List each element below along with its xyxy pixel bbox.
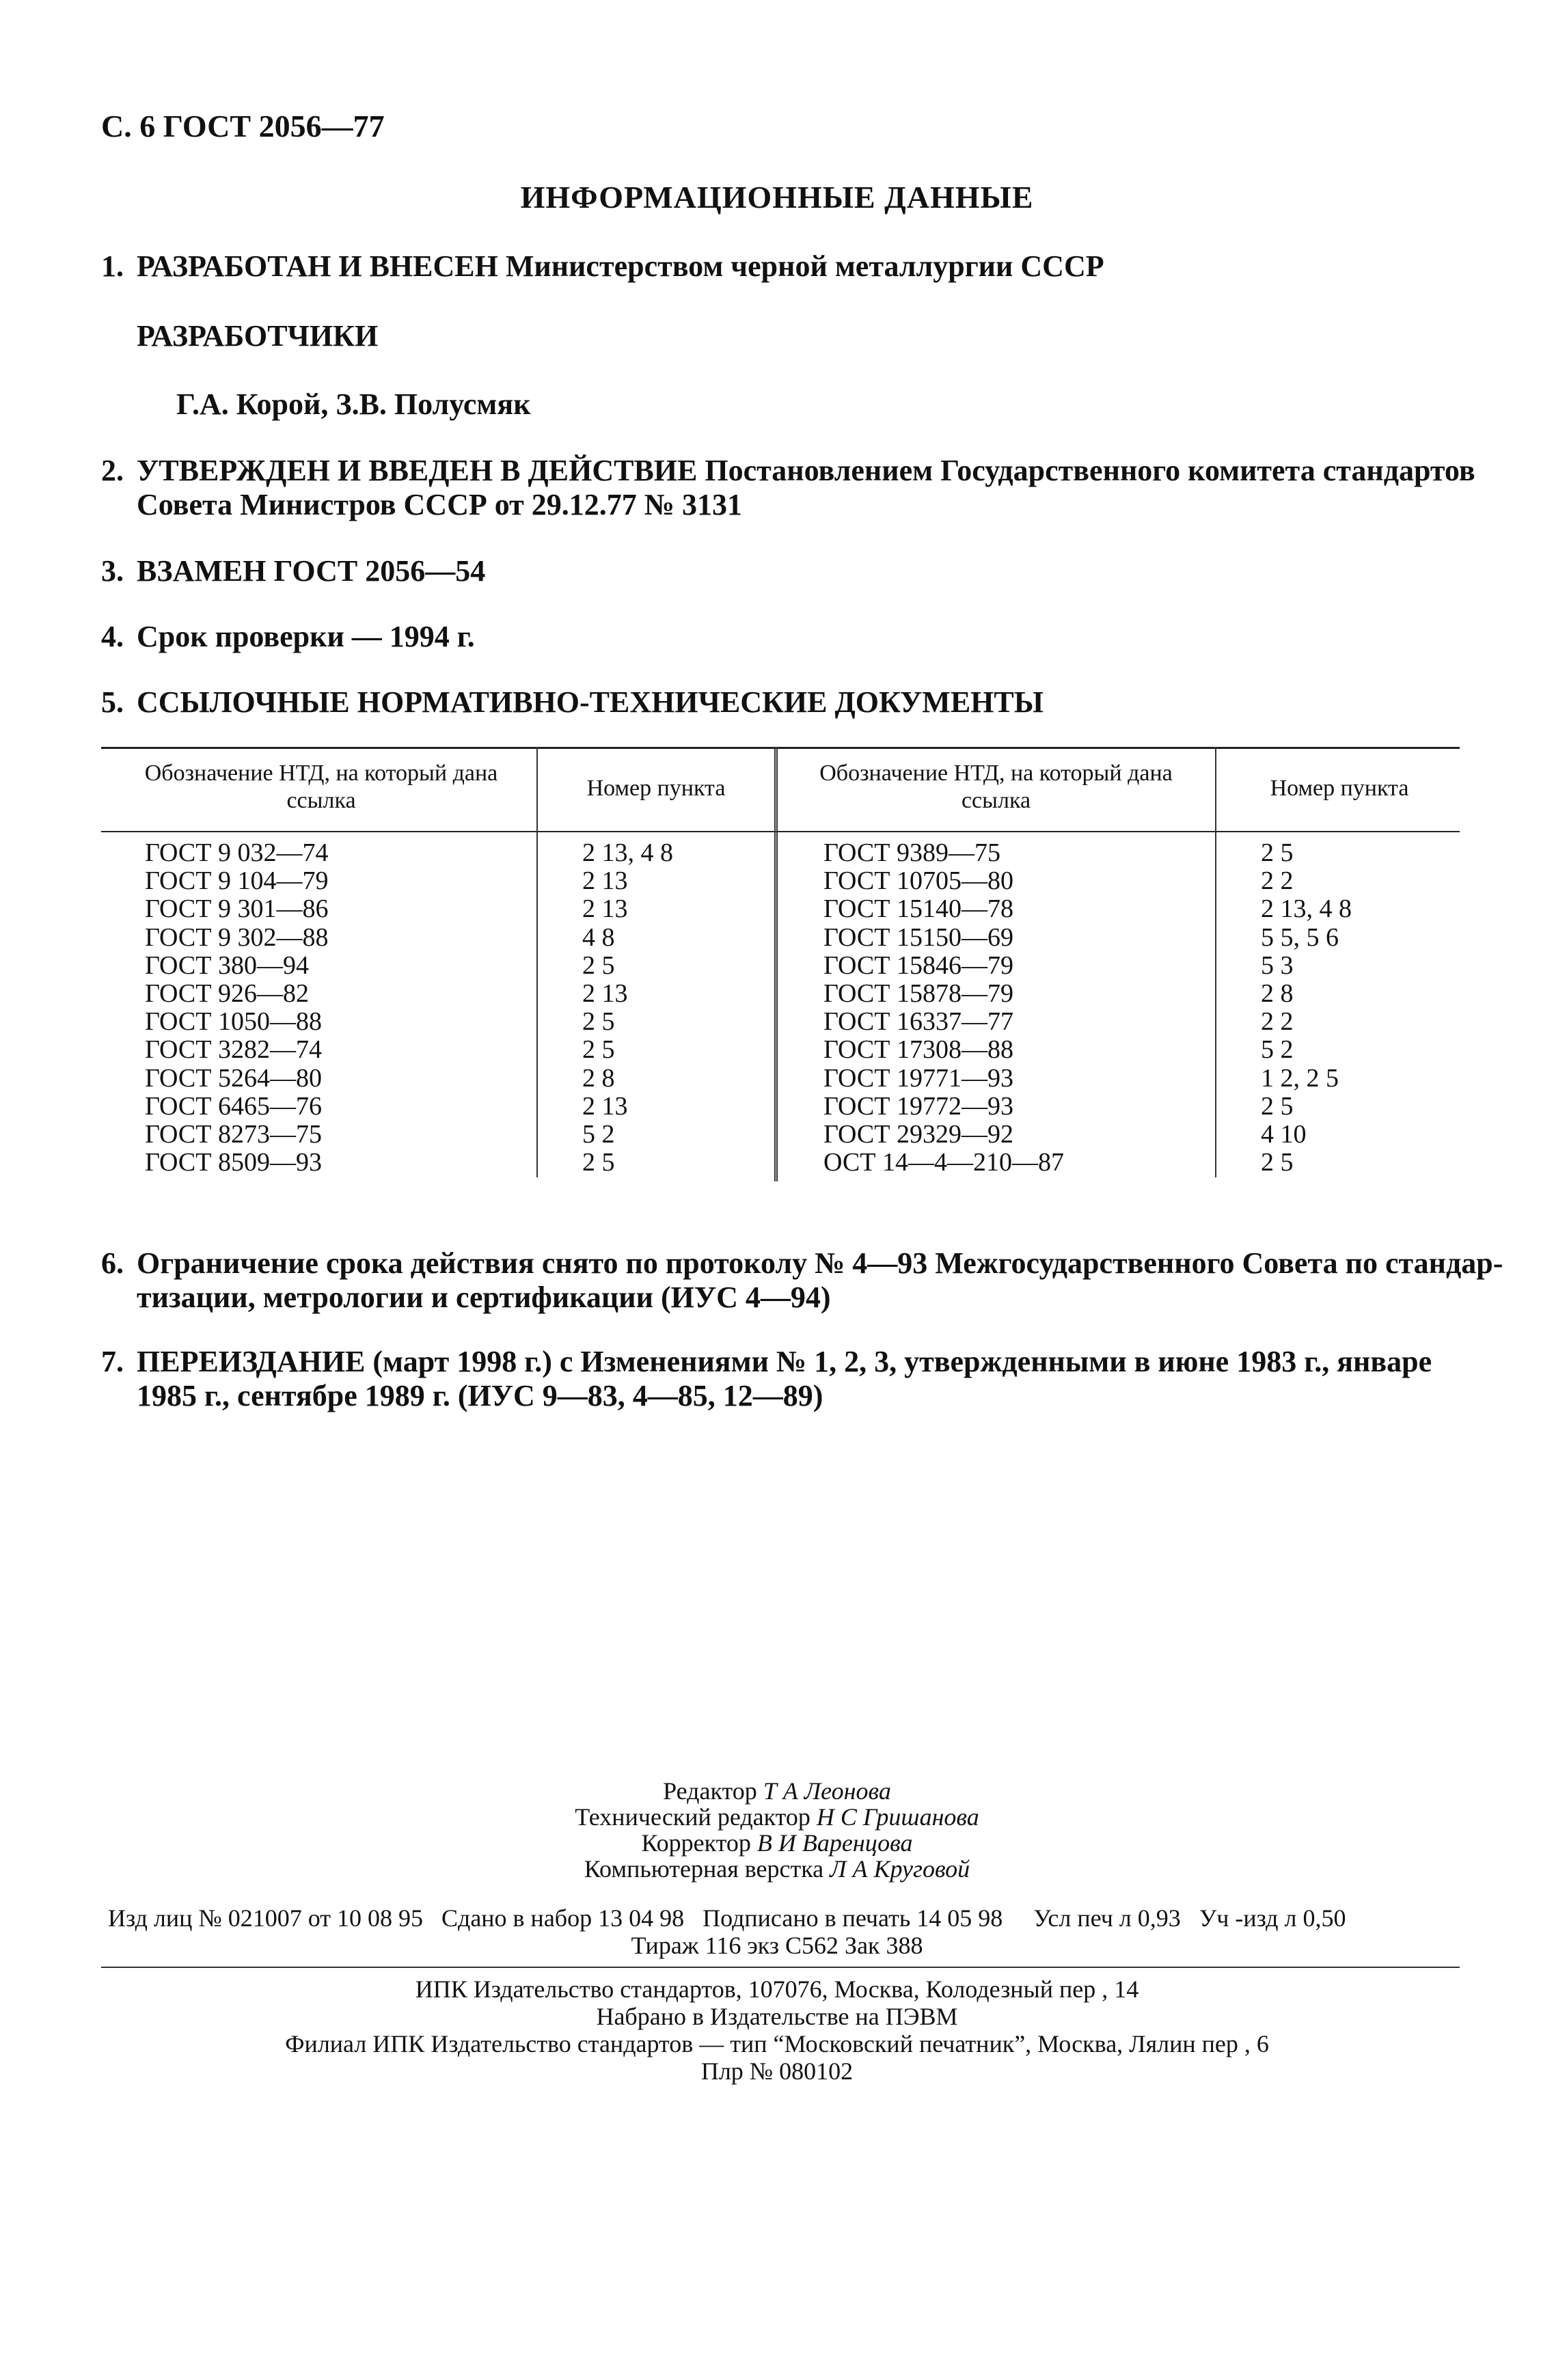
item-7 — [101, 1344, 1432, 1379]
credit-label: Компьютерная верстка — [584, 1855, 824, 1883]
credit-layout — [0, 1855, 1554, 1883]
item-lead: Срок проверки — 1994 г. — [137, 620, 475, 653]
item-4 — [101, 619, 475, 654]
item-2 — [101, 453, 1475, 488]
clause-number: 2 13 — [582, 894, 628, 924]
item-lead: ВЗАМЕН ГОСТ 2056—54 — [137, 554, 486, 588]
item-text: (март 1998 г.) с Изменениями № 1, 2, 3, утвержденными в июне 1983 г., январе — [372, 1345, 1432, 1378]
credit-tech-editor — [0, 1803, 1554, 1831]
item-number: 6. — [101, 1246, 124, 1280]
ntd-designation: ГОСТ 15846—79 — [823, 950, 1013, 980]
clause-number: 2 13, 4 8 — [582, 838, 673, 867]
column-header: Номер пункта — [1270, 776, 1409, 801]
clause-number: 2 5 — [1261, 838, 1294, 867]
ntd-designation: ГОСТ 10705—80 — [823, 866, 1013, 896]
credit-label: Технический редактор — [575, 1803, 810, 1831]
clause-number: 5 2 — [582, 1120, 615, 1149]
item-text: Постановлением Государственного комитета стандартов — [705, 454, 1475, 487]
ntd-designation: ГОСТ 15150—69 — [823, 922, 1013, 952]
credit-name: В И Варенцова — [756, 1829, 913, 1857]
ntd-designation: ГОСТ 15140—78 — [823, 894, 1013, 924]
ntd-designation: ГОСТ 8509—93 — [145, 1148, 322, 1177]
column-header: Обозначение НТД, на который дана ссылка — [144, 761, 498, 813]
clause-number: 2 8 — [1261, 979, 1294, 1008]
imprint-line-2: Тираж 116 экз С562 Зак 388 — [631, 1932, 923, 1959]
item-number: 4. — [101, 620, 124, 653]
ntd-designation: ГОСТ 3282—74 — [145, 1035, 322, 1065]
clause-number: 2 2 — [1261, 1007, 1294, 1037]
item-2-line-2: Совета Министров СССР от 29.12.77 № 3131 — [137, 488, 742, 521]
developers-names: Г.А. Корой, З.В. Полусмяк — [176, 387, 531, 421]
clause-number: 2 13 — [582, 866, 628, 896]
ntd-designation: ГОСТ 9389—75 — [823, 838, 1000, 867]
ntd-designation: ГОСТ 1050—88 — [145, 1007, 322, 1037]
clause-number: 5 3 — [1261, 950, 1294, 980]
clause-number: 2 5 — [582, 1148, 615, 1177]
table-divider — [536, 747, 538, 1177]
item-lead: УТВЕРЖДЕН И ВВЕДЕН В ДЕЙСТВИЕ — [137, 454, 698, 487]
credit-label: Корректор — [641, 1829, 751, 1857]
page-header: С. 6 ГОСТ 2056—77 — [101, 109, 385, 143]
publisher-line-4: Плр № 080102 — [700, 2057, 854, 2085]
column-header: Номер пункта — [586, 776, 726, 801]
ntd-designation: ГОСТ 6465—76 — [145, 1091, 322, 1121]
clause-number: 5 2 — [1261, 1035, 1294, 1065]
clause-number: 2 13 — [582, 1091, 628, 1121]
ntd-designation: ГОСТ 19772—93 — [823, 1091, 1013, 1121]
imprint-line-1: Изд лиц № 021007 от 10 08 95 Сдано в набор 13 04 98 Подписано в печать 14 05 98 Усл печ л 0,93 Уч -изд л 0,50 — [108, 1904, 1346, 1932]
credit-editor — [0, 1777, 1554, 1805]
item-text: Ограничение срока действия снято по протоколу № 4—93 Межгосударственного Совета по стандар- — [137, 1246, 1503, 1280]
ntd-designation: ГОСТ 9 301—86 — [145, 894, 329, 924]
ntd-designation: ГОСТ 15878—79 — [823, 979, 1013, 1008]
clause-number: 5 5, 5 6 — [1261, 922, 1339, 952]
table-header-rule — [101, 831, 1460, 832]
ntd-designation: ГОСТ 17308—88 — [823, 1035, 1013, 1065]
ntd-designation: ГОСТ 19771—93 — [823, 1063, 1013, 1093]
clause-number: 2 5 — [582, 1007, 615, 1037]
credit-name: Н С Гришанова — [816, 1803, 979, 1831]
credit-name: Л А Круговой — [830, 1855, 970, 1883]
section-title: ИНФОРМАЦИОННЫЕ ДАННЫЕ — [520, 180, 1034, 215]
ntd-designation: ОСТ 14—4—210—87 — [823, 1148, 1064, 1177]
ntd-designation: ГОСТ 9 032—74 — [145, 838, 329, 867]
item-6 — [101, 1246, 1503, 1281]
footer-rule — [101, 1967, 1460, 1968]
clause-number: 2 2 — [1261, 866, 1294, 896]
ntd-designation: ГОСТ 9 302—88 — [145, 922, 329, 952]
item-number: 7. — [101, 1345, 124, 1378]
item-7-line-2: 1985 г., сентябре 1989 г. (ИУС 9—83, 4—85, 12—89) — [137, 1379, 823, 1412]
clause-number: 2 13 — [582, 979, 628, 1008]
publisher-line-1: ИПК Издательство стандартов, 107076, Москва, Колодезный пер , 14 — [415, 1975, 1139, 2003]
item-6-line-2: тизации, метрологии и сертификации (ИУС 4—94) — [137, 1281, 831, 1314]
item-number: 5. — [101, 685, 124, 719]
item-number: 3. — [101, 554, 124, 588]
developers-label: РАЗРАБОТЧИКИ — [137, 319, 379, 353]
item-lead: ПЕРЕИЗДАНИЕ — [137, 1345, 366, 1378]
clause-number: 2 8 — [582, 1063, 615, 1093]
item-1 — [101, 249, 1104, 284]
item-lead: РАЗРАБОТАН И ВНЕСЕН — [137, 249, 498, 283]
ntd-designation: ГОСТ 380—94 — [145, 950, 309, 980]
item-5 — [101, 685, 1044, 720]
item-lead: ССЫЛОЧНЫЕ НОРМАТИВНО-ТЕХНИЧЕСКИЕ ДОКУМЕНТЫ — [137, 685, 1044, 719]
item-text: Министерством черной металлургии СССР — [505, 249, 1104, 283]
clause-number: 2 5 — [1261, 1148, 1294, 1177]
item-3 — [101, 553, 485, 588]
item-number: 2. — [101, 454, 124, 487]
column-header: Обозначение НТД, на который дана ссылка — [819, 761, 1173, 813]
clause-number: 1 2, 2 5 — [1261, 1063, 1339, 1093]
table-divider — [1215, 747, 1216, 1177]
clause-number: 4 10 — [1261, 1120, 1307, 1149]
item-number: 1. — [101, 249, 124, 283]
publisher-line-2: Набрано в Издательстве на ПЭВМ — [596, 2003, 958, 2030]
ntd-designation: ГОСТ 29329—92 — [823, 1120, 1013, 1149]
table-top-rule — [101, 747, 1460, 749]
ntd-designation: ГОСТ 9 104—79 — [145, 866, 329, 896]
clause-number: 2 5 — [582, 950, 615, 980]
ntd-designation: ГОСТ 5264—80 — [145, 1063, 322, 1093]
clause-number: 2 13, 4 8 — [1261, 894, 1352, 924]
ntd-designation: ГОСТ 16337—77 — [823, 1007, 1013, 1037]
publisher-line-3: Филиал ИПК Издательство стандартов — тип “Московский печатник”, Москва, Лялин пер , 6 — [285, 2030, 1269, 2057]
credit-corrector — [0, 1829, 1554, 1857]
ntd-designation: ГОСТ 926—82 — [145, 979, 309, 1008]
clause-number: 2 5 — [582, 1035, 615, 1065]
clause-number: 2 5 — [1261, 1091, 1294, 1121]
credit-label: Редактор — [663, 1777, 757, 1805]
table-divider-double — [774, 747, 778, 1181]
credit-name: Т А Леонова — [763, 1777, 891, 1805]
ntd-designation: ГОСТ 8273—75 — [145, 1120, 322, 1149]
clause-number: 4 8 — [582, 922, 615, 952]
